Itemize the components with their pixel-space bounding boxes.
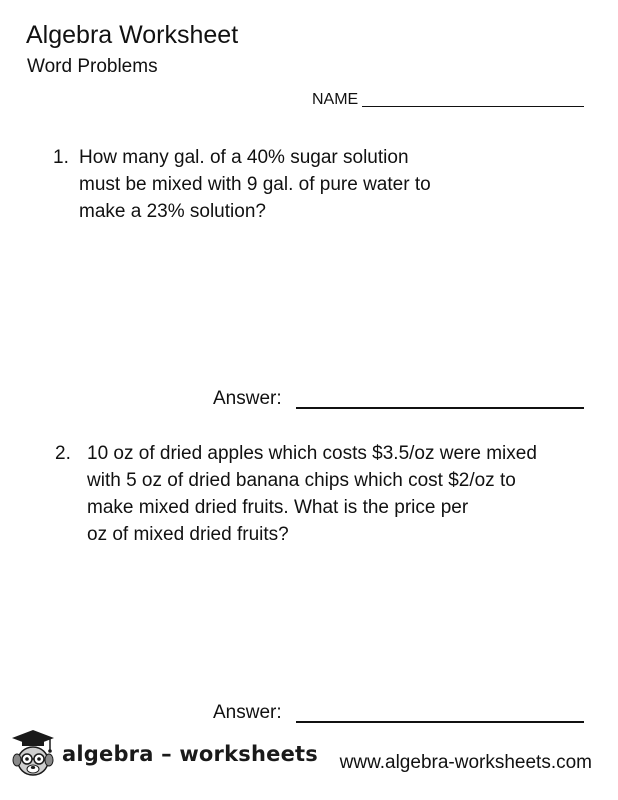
- question-number: 2.: [55, 443, 71, 464]
- question-line: oz of mixed dried fruits?: [87, 524, 289, 545]
- question-number: 1.: [53, 147, 69, 168]
- name-label: NAME: [312, 91, 359, 108]
- answer-line[interactable]: [296, 407, 584, 409]
- answer-label: Answer:: [213, 388, 282, 409]
- answer-2: [213, 699, 584, 725]
- website-url[interactable]: www.algebra-worksheets.com: [339, 752, 592, 773]
- worksheet-title: Algebra Worksheet: [26, 21, 239, 49]
- question-line: must be mixed with 9 gal. of pure water to: [79, 174, 431, 195]
- answer-line[interactable]: [296, 721, 584, 723]
- question-text: [87, 440, 537, 548]
- answer-1: [213, 385, 584, 411]
- question-text: [79, 144, 431, 225]
- answer-label: Answer:: [213, 702, 282, 723]
- worksheet-subtitle: Word Problems: [27, 56, 158, 77]
- question-line: make a 23% solution?: [79, 201, 266, 222]
- question-line: with 5 oz of dried banana chips which cost $2/oz to: [87, 470, 516, 491]
- graduation-cap-mascot-icon: [10, 728, 56, 780]
- question-line: 10 oz of dried apples which costs $3.5/oz were mixed: [87, 443, 537, 464]
- name-field: [312, 86, 584, 110]
- site-logo[interactable]: [10, 726, 318, 782]
- question-line: make mixed dried fruits. What is the price per: [87, 497, 469, 518]
- name-line[interactable]: [362, 106, 584, 107]
- question-line: How many gal. of a 40% sugar solution: [79, 147, 409, 168]
- logo-text: algebra – worksheets: [62, 742, 318, 766]
